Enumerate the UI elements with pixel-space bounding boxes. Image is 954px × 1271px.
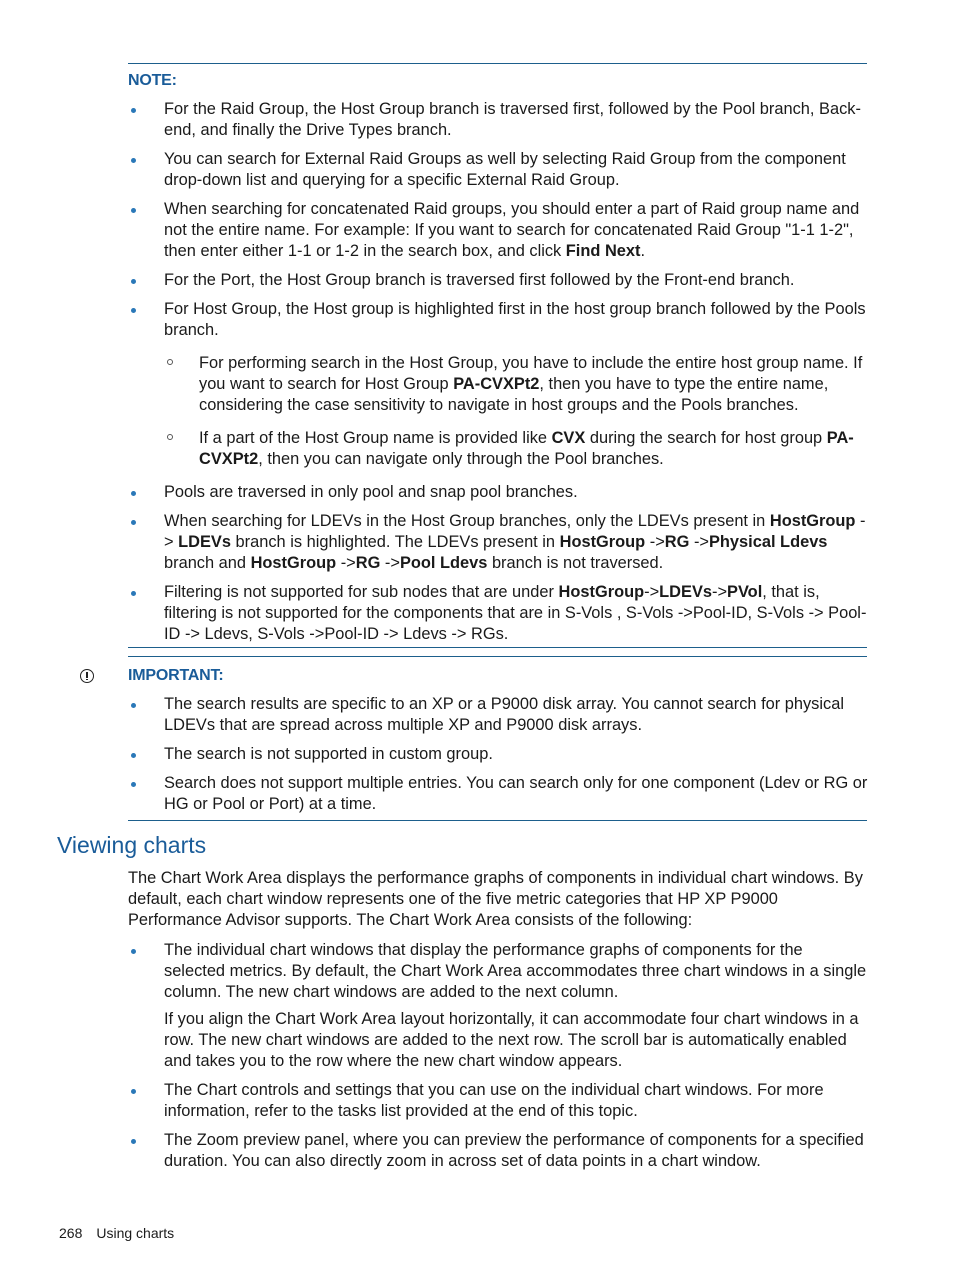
text-run: branch is not traversed.	[487, 554, 664, 572]
section-intro: The Chart Work Area displays the performance graphs of components in individual chart windows. By default, each chart window represents one of the five metric categories that HP XP P9000 Performance Advisor supports. The Chart Work Area consists of the following:	[128, 869, 863, 929]
text-run: If a part of the Host Group name is provided like	[199, 429, 552, 447]
list-item	[128, 940, 868, 1072]
text-run: , then you have to type the entire name, considering the case sensitivity to navigate in host groups and the Pools branches.	[199, 375, 829, 414]
bold-term: CVX	[551, 429, 586, 447]
text-run: , that is, filtering is not supported for the components that are in S-Vols , S-Vols ->Pool-ID, S-Vols -> Pool-ID -> Ldevs, S-Vols ->Pool-ID -> Ldevs -> RGs.	[164, 583, 867, 643]
text-run: For performing search in the Host Group, you have to include the entire host group name. If you want to search for Host Group	[199, 354, 863, 393]
text-run: When searching for concatenated Raid groups, you should enter a part of Raid group name and not the entire name. For example: If you want to search for concatenated Raid Group "1-1 1-2", then enter either 1-1 or 1-2 in the search box, and click	[164, 200, 860, 260]
bold-term: Find Next	[565, 242, 641, 260]
footer-section: Using charts	[96, 1225, 175, 1241]
list-item	[128, 694, 868, 736]
text-run: ->	[645, 533, 665, 551]
important-top-rule	[128, 656, 867, 657]
text-run: ->	[644, 583, 660, 601]
text-run: Search does not support multiple entries. You can search only for one component (Ldev or RG or HG or Pool or Port) at a time.	[164, 774, 868, 813]
text-run: For the Port, the Host Group branch is traversed first followed by the Front-end branch.	[164, 271, 795, 289]
list-item	[128, 1130, 868, 1172]
bold-term: HostGroup	[558, 583, 645, 601]
text-run: You can search for External Raid Groups as well by selecting Raid Group from the component drop-down list and querying for a specific External Raid Group.	[164, 150, 846, 189]
text-run: The Zoom preview panel, where you can preview the performance of components for a specified duration. You can also directly zoom in across set of data points in a chart window.	[164, 1131, 864, 1170]
text-run: The Chart controls and settings that you can use on the individual chart windows. For more information, refer to the tasks list provided at the end of this topic.	[164, 1081, 824, 1120]
bold-term: RG	[355, 554, 381, 572]
text-run: ->	[164, 512, 866, 551]
bold-term: Physical Ldevs	[708, 533, 828, 551]
list-item	[128, 773, 868, 815]
text-run: The individual chart windows that display the performance graphs of components for the selected metrics. By default, the Chart Work Area accommodates three chart windows in a single column. The new chart windows are added to the next column.	[164, 941, 867, 1001]
text-run: When searching for LDEVs in the Host Group branches, only the LDEVs present in	[164, 512, 770, 530]
list-item	[128, 744, 868, 765]
bold-term: HostGroup	[769, 512, 856, 530]
text-run: Pools are traversed in only pool and snap pool branches.	[164, 483, 578, 501]
list-item	[128, 582, 868, 645]
bold-term: Pool Ldevs	[399, 554, 488, 572]
bold-term: HostGroup	[559, 533, 646, 551]
text-run: ->	[712, 583, 728, 601]
text-run: , then you can navigate only through the Pool branches.	[258, 450, 664, 468]
bold-term: PA-CVXPt2	[453, 375, 540, 393]
list-item	[128, 299, 868, 470]
note-list	[128, 99, 868, 653]
text-run: ->	[380, 554, 400, 572]
bold-term: HostGroup	[250, 554, 337, 572]
text-run: ->	[689, 533, 709, 551]
list-item-paragraph: If you align the Chart Work Area layout horizontally, it can accommodate four chart windows in a row. The new chart windows are added to the next row. The scroll bar is automatically enabled and takes you to the row where the new chart window appears.	[164, 1010, 859, 1070]
text-run: Filtering is not supported for sub nodes that are under	[164, 583, 559, 601]
list-item	[128, 99, 868, 141]
important-list	[128, 694, 868, 823]
sub-list-item	[164, 353, 868, 416]
page-number: 268	[59, 1225, 83, 1241]
bold-term: PA-CVXPt2	[199, 429, 854, 468]
bold-term: PVol	[727, 583, 763, 601]
text-run: .	[640, 242, 646, 260]
section-list	[128, 940, 868, 1180]
bold-term: LDEVs	[178, 533, 231, 551]
list-item	[128, 482, 868, 503]
text-run: For Host Group, the Host group is highlighted first in the host group branch followed by the Pools branch.	[164, 300, 866, 339]
text-run: ->	[336, 554, 356, 572]
bold-term: LDEVs	[659, 583, 712, 601]
list-item	[128, 511, 868, 574]
important-label: IMPORTANT:	[128, 667, 224, 684]
text-run: during the search for host group	[585, 429, 827, 447]
text-run: The search is not supported in custom group.	[164, 745, 493, 763]
important-bottom-rule	[128, 820, 867, 821]
note-bottom-rule	[128, 647, 867, 648]
text-run: The search results are specific to an XP or a P9000 disk array. You cannot search for physical LDEVs that are spread across multiple XP and P9000 disk arrays.	[164, 695, 844, 734]
list-item	[128, 149, 868, 191]
important-icon	[80, 669, 94, 683]
list-item	[128, 199, 868, 262]
sub-list	[164, 353, 868, 470]
bold-term: RG	[664, 533, 690, 551]
list-item	[128, 1080, 868, 1122]
text-run: For the Raid Group, the Host Group branch is traversed first, followed by the Pool branch, Back-end, and finally the Drive Types branch.	[164, 100, 861, 139]
note-label: NOTE:	[128, 72, 177, 89]
sub-list-item	[164, 428, 868, 470]
section-heading: Viewing charts	[57, 832, 207, 858]
page-footer	[59, 1223, 174, 1244]
text-run: branch is highlighted. The LDEVs present in	[230, 533, 560, 551]
list-item	[128, 270, 868, 291]
text-run: branch and	[164, 554, 251, 572]
note-top-rule	[128, 63, 867, 64]
